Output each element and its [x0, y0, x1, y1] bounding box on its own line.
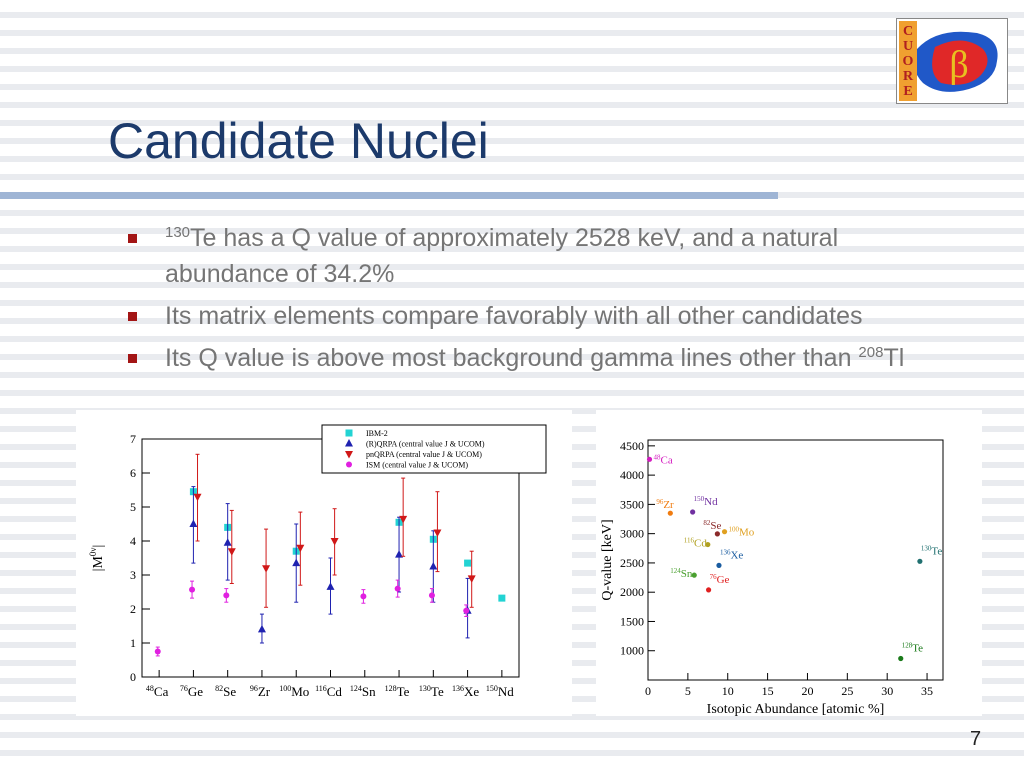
- data-point: [468, 575, 476, 583]
- data-point: [647, 457, 652, 462]
- data-point: [692, 573, 697, 578]
- y-tick-label: 6: [130, 466, 136, 480]
- bullet-marker: [128, 312, 137, 321]
- x-tick-label: 35: [921, 684, 934, 698]
- point-label: $^{76}$Ge: [709, 572, 730, 586]
- x-tick-label: $^{136}$Xe: [452, 684, 480, 699]
- x-tick-label: $^{96}$Zr: [249, 684, 271, 699]
- legend-marker: [346, 462, 352, 468]
- cuore-logo: [896, 18, 1008, 104]
- data-point: [429, 592, 435, 598]
- logo-letter: R: [902, 69, 914, 84]
- x-tick-label: 5: [684, 684, 691, 698]
- x-tick-label: $^{116}$Cd: [315, 684, 342, 699]
- matrix-element-chart-panel: [76, 410, 572, 716]
- x-tick-label: 30: [881, 684, 894, 698]
- bullet-text: Te has a Q value of approximately 2528 keV, and a natural: [190, 224, 839, 252]
- x-tick-label: 0: [645, 684, 651, 698]
- q-value-abundance-chart: [596, 410, 982, 716]
- legend-label: ISM (central value J & UCOM): [366, 460, 468, 470]
- data-point: [716, 563, 721, 568]
- data-point: [224, 538, 232, 546]
- point-label: $^{100}$Mo: [728, 525, 755, 539]
- x-tick-label: $^{150}$Nd: [485, 684, 514, 699]
- logo-letter: E: [903, 84, 913, 99]
- series-circle: [155, 580, 469, 656]
- y-tick-label: 4500: [620, 438, 644, 453]
- y-tick-label: 0: [130, 670, 136, 684]
- data-point: [722, 529, 727, 534]
- bullet-text-tail: Tl: [883, 344, 905, 372]
- x-tick-label: $^{128}$Te: [384, 684, 410, 699]
- isotope-superscript: 208: [858, 344, 884, 361]
- y-tick-label: 3: [130, 568, 136, 582]
- legend-label: pnQRPA (central value J & UCOM): [366, 450, 482, 459]
- y-tick-label: 1: [130, 636, 136, 650]
- x-tick-label: $^{130}$Te: [418, 684, 444, 699]
- x-tick-label: $^{76}$Ge: [179, 684, 203, 699]
- data-point: [429, 562, 437, 570]
- logo-letter: C: [902, 24, 914, 39]
- series-square: [190, 488, 505, 601]
- point-label: $^{48}$Ca: [653, 453, 673, 467]
- data-point: [360, 593, 366, 599]
- bullet-text-continued: abundance of 34.2%: [165, 260, 395, 288]
- data-point: [706, 587, 711, 592]
- bullet-list: [128, 222, 1024, 387]
- legend-marker: [346, 430, 353, 437]
- x-tick-label: $^{48}$Ca: [145, 684, 169, 699]
- y-tick-label: 2000: [620, 585, 644, 600]
- logo-beta: β: [949, 44, 969, 86]
- bullet-marker: [128, 354, 137, 363]
- data-point: [898, 656, 903, 661]
- point-label: $^{124}$Sn: [670, 567, 693, 581]
- data-point: [194, 494, 202, 502]
- x-tick-label: $^{124}$Sn: [349, 684, 376, 699]
- q-value-chart-panel: [596, 410, 982, 716]
- y-axis-label: $|M^{0\nu}|$: [88, 544, 106, 572]
- data-point: [189, 520, 197, 528]
- point-label: $^{128}$Te: [901, 641, 924, 655]
- data-point: [258, 625, 266, 633]
- data-point: [463, 608, 469, 614]
- y-tick-label: 3000: [620, 526, 644, 541]
- point-label: $^{150}$Nd: [693, 495, 718, 508]
- bullet-item: [128, 222, 1024, 291]
- data-point: [228, 548, 236, 556]
- page-number: 7: [970, 728, 982, 750]
- data-point: [292, 559, 300, 567]
- data-point: [917, 559, 922, 564]
- point-label: $^{136}$Xe: [719, 548, 744, 562]
- point-label: $^{116}$Cd: [683, 536, 707, 550]
- bullet-text: Its Q value is above most background gamma lines other than: [165, 344, 859, 372]
- x-tick-label: $^{82}$Se: [215, 684, 237, 699]
- data-point: [464, 560, 471, 567]
- x-axis-label: Isotopic Abundance [atomic %]: [706, 702, 885, 716]
- x-tick-label: 15: [761, 684, 774, 698]
- matrix-element-chart: [76, 410, 572, 716]
- page-title: Candidate Nuclei: [108, 113, 489, 169]
- legend: [322, 425, 546, 473]
- legend-label: IBM-2: [366, 429, 388, 438]
- logo-letter: O: [902, 54, 914, 69]
- x-tick-label: 10: [721, 684, 734, 698]
- point-label: $^{130}$Te: [920, 544, 943, 558]
- cuore-logo-graphic: [897, 19, 1007, 103]
- bullet-item: [128, 342, 1024, 378]
- x-tick-label: 25: [841, 684, 854, 698]
- y-tick-label: 3500: [620, 497, 644, 512]
- data-point: [155, 649, 161, 655]
- point-label: $^{82}$Se: [703, 518, 722, 532]
- point-label: $^{96}$Zr: [656, 498, 674, 512]
- legend-label: (R)QRPA (central value J & UCOM): [366, 439, 485, 449]
- data-point: [262, 565, 270, 573]
- y-tick-label: 1000: [620, 643, 644, 658]
- data-point: [498, 595, 505, 602]
- data-point: [690, 509, 695, 514]
- x-tick-label: 20: [801, 684, 814, 698]
- y-tick-label: 5: [130, 500, 136, 514]
- data-point: [668, 511, 673, 516]
- y-axis-label: Q-value [keV]: [600, 519, 615, 601]
- data-point: [331, 538, 339, 546]
- y-tick-label: 4000: [620, 468, 644, 483]
- isotope-superscript: 130: [165, 224, 191, 241]
- data-point: [395, 586, 401, 592]
- data-point: [327, 582, 335, 590]
- y-tick-label: 2: [130, 602, 136, 616]
- logo-letter: U: [902, 39, 914, 54]
- y-tick-label: 1500: [620, 614, 644, 629]
- data-point: [715, 531, 720, 536]
- plot-frame: [648, 440, 943, 680]
- y-tick-label: 7: [130, 432, 136, 446]
- bullet-text: Its matrix elements compare favorably with all other candidates: [165, 302, 863, 330]
- x-tick-label: $^{100}$Mo: [279, 684, 310, 699]
- bullet-item: [128, 300, 1024, 333]
- y-tick-label: 2500: [620, 555, 644, 570]
- data-point: [189, 587, 195, 593]
- data-point: [223, 592, 229, 598]
- y-tick-label: 4: [130, 534, 136, 548]
- bullet-marker: [128, 234, 137, 243]
- title-underline: [0, 192, 778, 199]
